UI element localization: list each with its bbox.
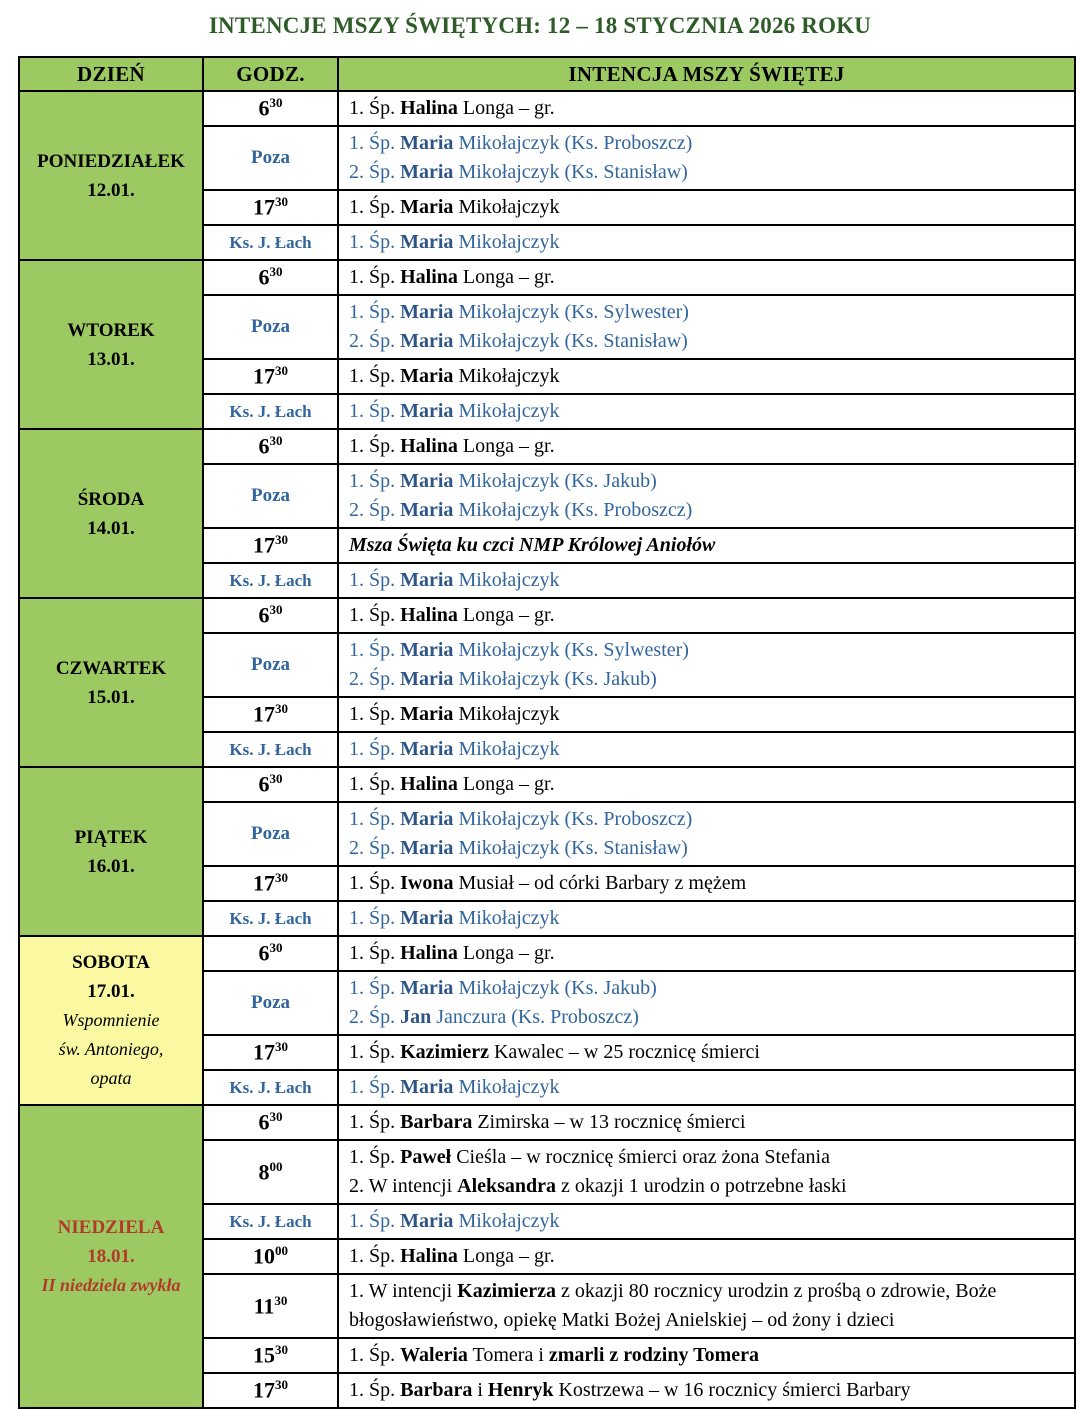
- intention-line: 1. Śp. Maria Mikołajczyk: [349, 365, 560, 387]
- intention-cell: [338, 1105, 1075, 1140]
- column-header-intention: INTENCJA MSZY ŚWIĘTEJ: [338, 57, 1075, 91]
- time-cell: $6^{30}$: [203, 1105, 338, 1140]
- day-cell: [19, 1105, 203, 1408]
- intention-line: 1. W intencji Kazimierza z okazji 80 rocznicy urodzin z prośbą o zdrowie, Boże błogosławieństwo, opiekę Matki Bożej Anielskiej – od żony i dzieci: [349, 1280, 997, 1331]
- time-cell: Poza: [203, 802, 338, 866]
- intention-line: 2. Śp. Maria Mikołajczyk (Ks. Jakub): [349, 668, 657, 690]
- intention-cell: [338, 767, 1075, 802]
- header-row: [19, 57, 1075, 91]
- day-label: Wspomnienie: [62, 1010, 160, 1030]
- intention-cell: [338, 901, 1075, 936]
- intention-line: 2. W intencji Aleksandra z okazji 1 urodzin o potrzebne łaski: [349, 1175, 847, 1197]
- time-cell: $17^{30}$: [203, 359, 338, 394]
- intention-line: 1. Śp. Paweł Cieśla – w rocznicę śmierci oraz żona Stefania: [349, 1146, 830, 1168]
- intention-cell: [338, 971, 1075, 1035]
- intention-cell: [338, 1140, 1075, 1204]
- time-cell: Poza: [203, 126, 338, 190]
- intention-line: Msza Święta ku czci NMP Królowej Aniołów: [349, 534, 716, 556]
- table-row: [19, 598, 1075, 633]
- intention-line: 1. Śp. Maria Mikołajczyk: [349, 569, 560, 591]
- intention-cell: [338, 1338, 1075, 1373]
- time-cell: $17^{30}$: [203, 528, 338, 563]
- intention-line: 1. Śp. Barbara Zimirska – w 13 rocznicę śmierci: [349, 1111, 746, 1133]
- day-label: WTOREK: [67, 319, 155, 341]
- day-label: PONIEDZIAŁEK: [37, 150, 185, 172]
- intention-line: 1. Śp. Maria Mikołajczyk: [349, 1076, 560, 1098]
- time-cell: Poza: [203, 464, 338, 528]
- time-cell: $6^{30}$: [203, 936, 338, 971]
- intention-cell: [338, 260, 1075, 295]
- intention-line: 1. Śp. Maria Mikołajczyk: [349, 738, 560, 760]
- day-cell: [19, 91, 203, 260]
- day-cell: [19, 936, 203, 1105]
- time-cell: $17^{30}$: [203, 190, 338, 225]
- mass-table-body: [19, 91, 1075, 1408]
- intention-cell: [338, 295, 1075, 359]
- intention-line: 1. Śp. Waleria Tomera i zmarli z rodziny Tomera: [349, 1344, 760, 1366]
- intention-cell: [338, 394, 1075, 429]
- intention-line: 1. Śp. Iwona Musiał – od córki Barbary z mężem: [349, 872, 747, 894]
- day-label: NIEDZIELA: [57, 1217, 165, 1238]
- table-row: [19, 260, 1075, 295]
- intention-line: 1. Śp. Halina Longa – gr.: [349, 266, 555, 288]
- day-cell: [19, 429, 203, 598]
- day-label: 17.01.: [87, 981, 135, 1002]
- table-header: [19, 57, 1075, 91]
- mass-intentions-table: [18, 56, 1076, 1409]
- day-label: 16.01.: [87, 855, 135, 877]
- intention-cell: [338, 464, 1075, 528]
- day-label: św. Antoniego,: [58, 1039, 164, 1059]
- intention-line: 1. Śp. Maria Mikołajczyk (Ks. Proboszcz): [349, 808, 693, 830]
- page-title: INTENCJE MSZY ŚWIĘTYCH: 12 – 18 STYCZNIA 2026 ROKU: [208, 13, 872, 38]
- time-cell: $17^{30}$: [203, 866, 338, 901]
- intention-line: 1. Śp. Maria Mikołajczyk: [349, 231, 560, 253]
- intention-line: 1. Śp. Maria Mikołajczyk (Ks. Jakub): [349, 977, 657, 999]
- intention-line: 1. Śp. Maria Mikołajczyk: [349, 907, 560, 929]
- intention-cell: [338, 802, 1075, 866]
- time-cell: Ks. J. Łach: [203, 394, 338, 429]
- time-cell: Ks. J. Łach: [203, 1204, 338, 1239]
- intention-cell: [338, 190, 1075, 225]
- intention-cell: [338, 225, 1075, 260]
- day-label: ŚRODA: [77, 488, 145, 510]
- time-cell: Ks. J. Łach: [203, 225, 338, 260]
- time-cell: $8^{00}$: [203, 1140, 338, 1204]
- intention-line: 2. Śp. Maria Mikołajczyk (Ks. Proboszcz): [349, 499, 693, 521]
- intention-line: 2. Śp. Maria Mikołajczyk (Ks. Stanisław): [349, 161, 688, 183]
- intention-line: 1. Śp. Halina Longa – gr.: [349, 435, 555, 457]
- intention-cell: [338, 1035, 1075, 1070]
- time-cell: $15^{30}$: [203, 1338, 338, 1373]
- intention-line: 1. Śp. Maria Mikołajczyk (Ks. Jakub): [349, 470, 657, 492]
- intention-line: 1. Śp. Halina Longa – gr.: [349, 773, 555, 795]
- intention-line: 1. Śp. Maria Mikołajczyk: [349, 1210, 560, 1232]
- time-cell: Poza: [203, 633, 338, 697]
- intention-line: 1. Śp. Maria Mikołajczyk (Ks. Proboszcz): [349, 132, 693, 154]
- day-cell: [19, 260, 203, 429]
- time-cell: $11^{30}$: [203, 1274, 338, 1338]
- intention-cell: [338, 732, 1075, 767]
- intention-line: 1. Śp. Halina Longa – gr.: [349, 97, 555, 119]
- intention-line: 2. Śp. Maria Mikołajczyk (Ks. Stanisław): [349, 837, 688, 859]
- time-cell: $6^{30}$: [203, 429, 338, 464]
- intention-line: 2. Śp. Maria Mikołajczyk (Ks. Stanisław): [349, 330, 688, 352]
- time-cell: $17^{30}$: [203, 1373, 338, 1408]
- day-label: 14.01.: [87, 517, 135, 539]
- intention-cell: [338, 1204, 1075, 1239]
- intention-cell: [338, 359, 1075, 394]
- time-cell: $6^{30}$: [203, 91, 338, 126]
- time-cell: $6^{30}$: [203, 767, 338, 802]
- day-cell: [19, 767, 203, 936]
- intention-cell: [338, 91, 1075, 126]
- table-row: [19, 767, 1075, 802]
- intention-cell: [338, 1070, 1075, 1105]
- table-row: [19, 429, 1075, 464]
- time-cell: $6^{30}$: [203, 598, 338, 633]
- intention-line: 1. Śp. Maria Mikołajczyk: [349, 703, 560, 725]
- day-label: 18.01.: [87, 1246, 135, 1267]
- time-cell: Poza: [203, 295, 338, 359]
- intention-cell: [338, 598, 1075, 633]
- day-label: II niedziela zwykła: [41, 1275, 181, 1295]
- intention-cell: [338, 429, 1075, 464]
- intention-line: 1. Śp. Barbara i Henryk Kostrzewa – w 16 rocznicy śmierci Barbary: [349, 1379, 911, 1401]
- column-header-time: GODZ.: [203, 57, 338, 91]
- time-cell: Ks. J. Łach: [203, 901, 338, 936]
- time-cell: Poza: [203, 971, 338, 1035]
- day-label: 13.01.: [87, 348, 135, 370]
- day-label: CZWARTEK: [55, 657, 167, 679]
- time-cell: Ks. J. Łach: [203, 732, 338, 767]
- time-cell: $6^{30}$: [203, 260, 338, 295]
- day-label: SOBOTA: [72, 952, 150, 973]
- day-label: 12.01.: [87, 179, 135, 201]
- intention-cell: [338, 866, 1075, 901]
- intention-cell: [338, 126, 1075, 190]
- intention-cell: [338, 528, 1075, 563]
- time-cell: $17^{30}$: [203, 697, 338, 732]
- table-row: [19, 936, 1075, 971]
- intention-cell: [338, 936, 1075, 971]
- intention-line: 1. Śp. Halina Longa – gr.: [349, 942, 555, 964]
- table-row: [19, 91, 1075, 126]
- intention-line: 1. Śp. Maria Mikołajczyk (Ks. Sylwester): [349, 639, 689, 661]
- intention-cell: [338, 633, 1075, 697]
- intention-cell: [338, 1373, 1075, 1408]
- intention-line: 1. Śp. Halina Longa – gr.: [349, 604, 555, 626]
- intention-line: 1. Śp. Maria Mikołajczyk: [349, 196, 560, 218]
- intention-cell: [338, 563, 1075, 598]
- time-cell: $17^{30}$: [203, 1035, 338, 1070]
- column-header-day: DZIEŃ: [19, 57, 203, 91]
- intention-cell: [338, 1274, 1075, 1338]
- day-cell: [19, 598, 203, 767]
- day-label: 15.01.: [87, 686, 135, 708]
- intention-line: 1. Śp. Halina Longa – gr.: [349, 1245, 555, 1267]
- day-label: opata: [90, 1068, 132, 1088]
- table-row: [19, 1105, 1075, 1140]
- intention-line: 1. Śp. Maria Mikołajczyk: [349, 400, 560, 422]
- time-cell: $10^{00}$: [203, 1239, 338, 1274]
- intention-line: 1. Śp. Kazimierz Kawalec – w 25 rocznicę śmierci: [349, 1041, 760, 1063]
- intention-cell: [338, 697, 1075, 732]
- time-cell: Ks. J. Łach: [203, 1070, 338, 1105]
- time-cell: Ks. J. Łach: [203, 563, 338, 598]
- intention-cell: [338, 1239, 1075, 1274]
- intention-line: 2. Śp. Jan Janczura (Ks. Proboszcz): [349, 1006, 639, 1028]
- day-label: PIĄTEK: [74, 826, 148, 848]
- intention-line: 1. Śp. Maria Mikołajczyk (Ks. Sylwester): [349, 301, 689, 323]
